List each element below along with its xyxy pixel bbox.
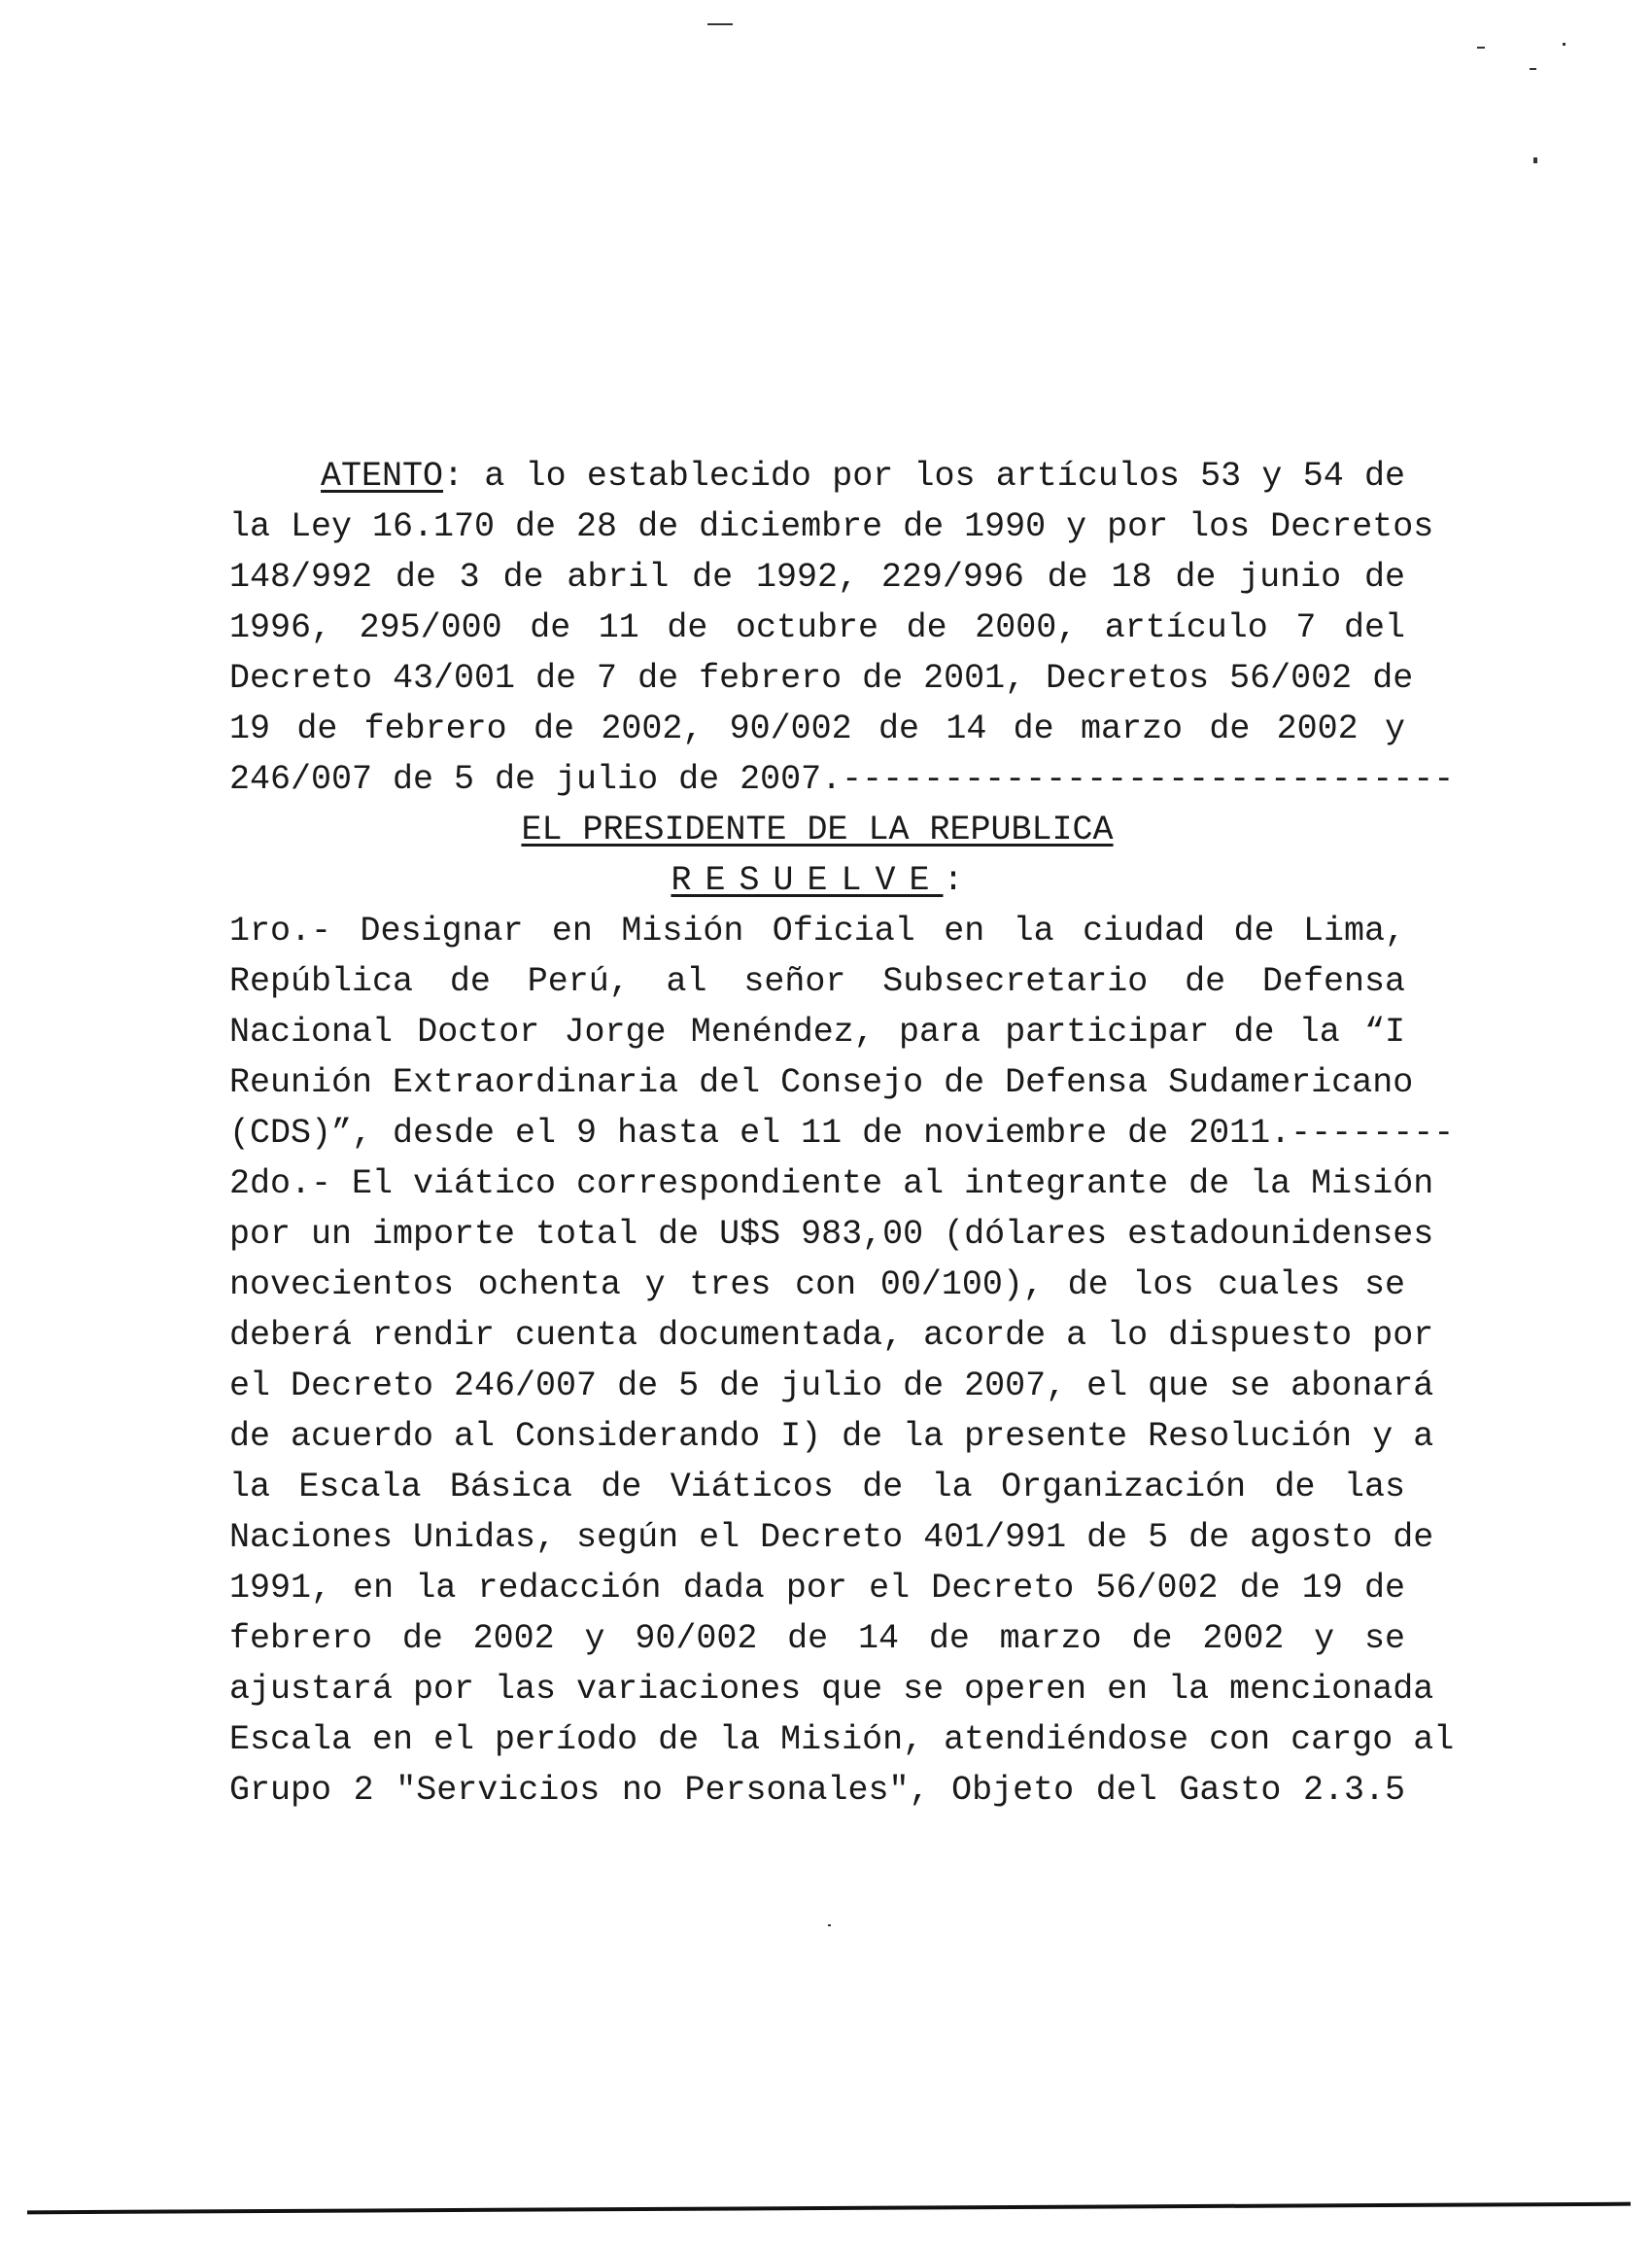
scan-mark [1530, 68, 1536, 70]
title [229, 811, 1405, 849]
body-line: (CDS)”, desde el 9 hasta el 11 de noviembre de 2011.-------- [229, 1114, 1455, 1153]
scan-mark [1563, 43, 1566, 46]
resuelve-colon: : [943, 861, 964, 900]
atento-line [321, 457, 1405, 496]
body-line: 1ro.- Designar en Misión Oficial en la ciudad de Lima, [229, 912, 1405, 951]
body-line: Naciones Unidas, según el Decreto 401/991 de 5 de agosto de [229, 1518, 1434, 1557]
body-line: Escala en el período de la Misión, atendiéndose con cargo al [229, 1720, 1455, 1759]
atento-line: 246/007 de 5 de julio de 2007.------------------------------ [229, 760, 1455, 799]
scan-mark [828, 1924, 831, 1926]
atento-text: : a lo establecido por los artículos 53 y 54 de [443, 457, 1405, 496]
body-line: por un importe total de U$S 983,00 (dólares estadounidenses [229, 1215, 1434, 1254]
atento-line: Decreto 43/001 de 7 de febrero de 2001, Decretos 56/002 de [229, 659, 1414, 698]
scan-mark [707, 23, 733, 25]
atento-line: 148/992 de 3 de abril de 1992, 229/996 de 18 de junio de [229, 558, 1405, 597]
body-line: República de Perú, al señor Subsecretario de Defensa [229, 962, 1405, 1001]
body-line: el Decreto 246/007 de 5 de julio de 2007, el que se abonará [229, 1366, 1434, 1405]
scan-mark [1533, 157, 1537, 163]
body-line: deberá rendir cuenta documentada, acorde a lo dispuesto por [229, 1316, 1434, 1355]
title-text: EL PRESIDENTE DE LA REPUBLICA [521, 811, 1114, 849]
bottom-rule [27, 2202, 1631, 2215]
resuelve-heading [229, 861, 1405, 900]
atento-line: la Ley 16.170 de 28 de diciembre de 1990 y por los Decretos [229, 507, 1434, 546]
body-line: 1991, en la redacción dada por el Decreto 56/002 de 19 de [229, 1569, 1405, 1608]
body-line: Nacional Doctor Jorge Menéndez, para participar de la “I [229, 1013, 1405, 1052]
resuelve-label: RESUELVE [671, 861, 944, 900]
body-line: Grupo 2 "Servicios no Personales", Objeto del Gasto 2.3.5 [229, 1771, 1405, 1810]
body-line: Reunión Extraordinaria del Consejo de Defensa Sudamericano [229, 1063, 1414, 1102]
scan-mark [1477, 47, 1485, 49]
body-line: la Escala Básica de Viáticos de la Organización de las [229, 1468, 1405, 1506]
atento-label: ATENTO [321, 457, 444, 496]
body-line: 2do.- El viático correspondiente al integrante de la Misión [229, 1164, 1434, 1203]
body-line: ajustará por las variaciones que se operen en la mencionada [229, 1670, 1434, 1709]
body-line: febrero de 2002 y 90/002 de 14 de marzo de 2002 y se [229, 1619, 1405, 1658]
atento-line: 19 de febrero de 2002, 90/002 de 14 de marzo de 2002 y [229, 709, 1405, 748]
body-line: novecientos ochenta y tres con 00/100), de los cuales se [229, 1265, 1405, 1304]
body-line: de acuerdo al Considerando I) de la presente Resolución y a [229, 1417, 1434, 1456]
atento-line: 1996, 295/000 de 11 de octubre de 2000, artículo 7 del [229, 608, 1405, 647]
